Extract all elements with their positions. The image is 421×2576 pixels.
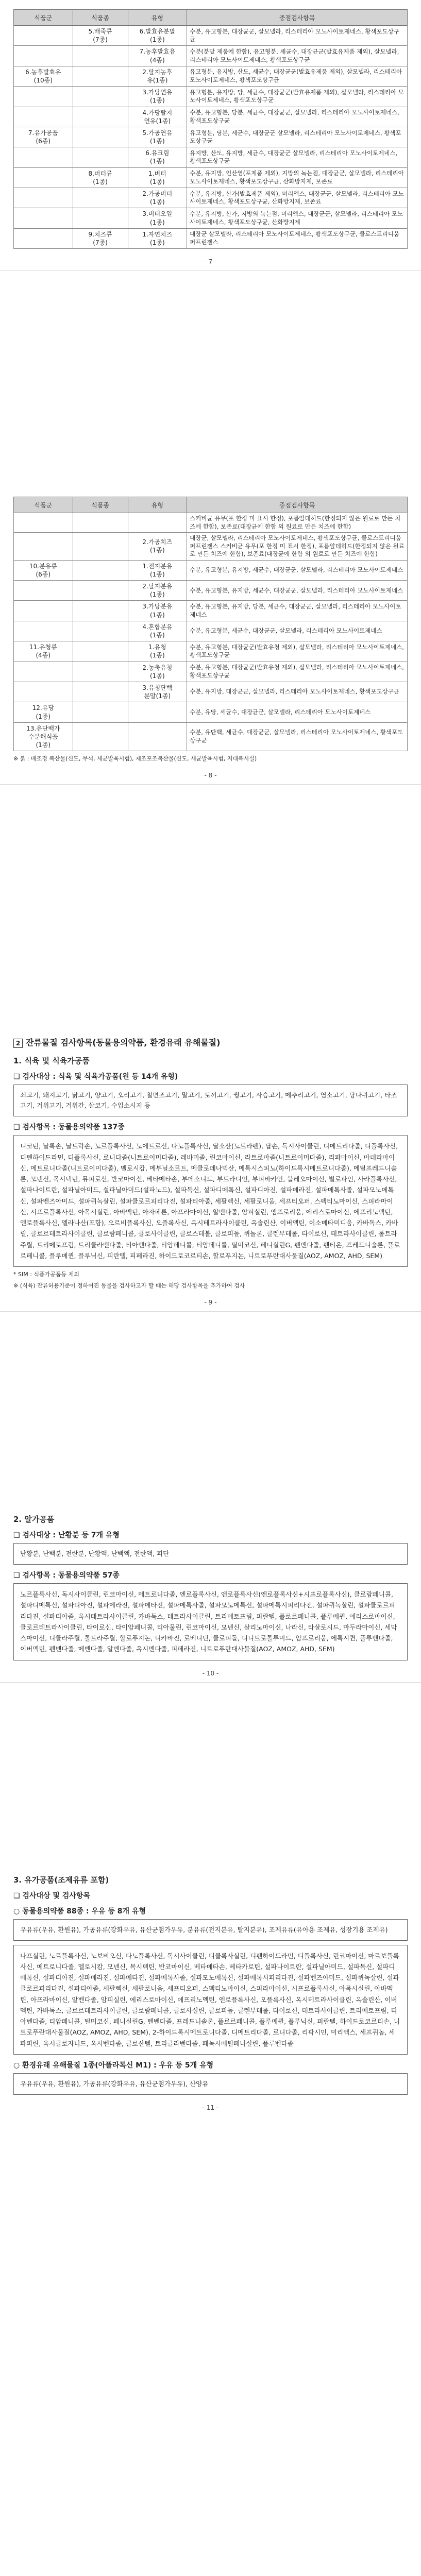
table-row bbox=[14, 641, 408, 662]
section-title-text: 잔류물질 검사항목(동물용의약품, 환경유래 유해물질) bbox=[26, 1038, 221, 1048]
page-number: - 11 - bbox=[202, 2104, 219, 2111]
species-cell bbox=[73, 722, 128, 751]
table-row bbox=[14, 107, 408, 127]
type-cell: 5.가공연유 (1종) bbox=[128, 127, 187, 147]
table-row bbox=[14, 188, 408, 208]
table-row bbox=[14, 66, 408, 86]
section-number: 2 bbox=[13, 1039, 23, 1048]
group-cell bbox=[14, 208, 73, 228]
table-row bbox=[14, 127, 408, 147]
table-row bbox=[14, 513, 408, 533]
group-cell: 10.분유류 (6종) bbox=[14, 560, 73, 580]
page-10 bbox=[0, 1497, 421, 1682]
items-cell: 수분, 유고형분, 대장균군(발효유청 제외), 살모넬라, 리스테리아 모노사이토제네스, 황색포도상구균 bbox=[187, 641, 408, 662]
table-row bbox=[14, 722, 408, 751]
group-cell: 12.유당 (1종) bbox=[14, 702, 73, 722]
items-cell: 수분, 유고형분, 세균수, 대장균군, 살모넬라, 리스테리아 모노사이토제네스 bbox=[187, 621, 408, 641]
sub-target-box: 우유류(우유, 환원유), 가공유류(강화우유, 유산균첨가우유, 분유류(전지분유, 탈지분유), 조제유류(유아용 조제유, 성장기용 조제유) bbox=[13, 1919, 408, 1941]
type-cell: 3.가당분유 (1종) bbox=[128, 601, 187, 621]
item-label: ❑ 검사항목 : 동물용의약품 137종 bbox=[13, 1123, 125, 1132]
group-cell bbox=[14, 533, 73, 561]
species-cell bbox=[73, 127, 128, 147]
header-items: 중점검사항목 bbox=[187, 10, 408, 26]
group-cell bbox=[14, 682, 73, 702]
type-cell: 4.가당탈지 연유(1종) bbox=[128, 107, 187, 127]
table-row bbox=[14, 208, 408, 228]
table-note: ※ 붉 : 배조정 복산물(신도, 무석, 세균발육시험), 제조포조복산물(신도, 세균발육시험, 지대복시설) bbox=[13, 755, 257, 762]
target-label: ❑ 검사대상 : 식육 및 식육가공품(원 등 14개 유형) bbox=[13, 1073, 178, 1081]
header-species: 식품종 bbox=[73, 10, 128, 26]
items-cell: 수분(분말 제품에 한함), 유고형분, 세균수, 대장균군(발효유제품 제외), 살모넬라, 리스테리아 모노사이토제네스, 황색포도상구균 bbox=[187, 46, 408, 66]
group-cell bbox=[14, 228, 73, 248]
table-row bbox=[14, 621, 408, 641]
type-cell: 7.농후발효유 (4종) bbox=[128, 46, 187, 66]
page-7 bbox=[0, 0, 421, 270]
table-row bbox=[14, 87, 408, 107]
table-row bbox=[14, 26, 408, 46]
species-cell bbox=[73, 46, 128, 66]
sim-note: * SIM : 식품가공품등 제외 bbox=[13, 1271, 79, 1278]
items-cell: 대장균, 살모넬라, 리스테리아 모노사이토제네스, 황색포도상구균, 클로스트리디움 퍼프린젠스 스커비균 유무(포 한정 미 표시 한정), 포름알데히드(한정되지 않은 원료로 만든 치즈에 한함), 보존료(대장균에 한함 외 원료로 만든 치즈에 한함) bbox=[187, 533, 408, 561]
items-cell: 수분, 유고형분, 유지방, 당분, 세균수, 대장균군, 살모넬라, 리스테리아 모노사이토제네스 bbox=[187, 601, 408, 621]
type-cell: 1.전지분유 (1종) bbox=[128, 560, 187, 580]
table-row bbox=[14, 581, 408, 601]
header-group: 식품군 bbox=[14, 497, 73, 513]
species-cell bbox=[73, 208, 128, 228]
group-cell bbox=[14, 513, 73, 533]
species-cell bbox=[73, 702, 128, 722]
type-cell bbox=[128, 513, 187, 533]
items-cell: 유고형분, 당분, 세균수, 대장균군 살모넬라, 리스테리아 모노사이토제네스, 황색포도상구균 bbox=[187, 127, 408, 147]
sub-label-2: ○ 환경유래 유해물질 1종(아플라톡신 M1) : 우유 등 5개 유형 bbox=[13, 2061, 214, 2070]
page-number: - 7 - bbox=[204, 258, 217, 266]
item-box: 니코틴, 날록손, 날트락손, 노르플록사신, 노에트로신, 다노플록사신, 달소산(노트라펜), 답손, 독시사이클린, 디메트리다졸, 디플록사신, 디펜하이드라민, 디플록사신, 로니다졸(니트로이미다졸), 레바미졸, 린코마이신, 라트로마졸(니트로이미다졸), 리파마이신, 마데라마이신, 메트로니다졸(니트로이미다졸), 멜로시캄, 메부닐소르트, 메클로페나믹산, 메톡시스피노(하이드록시메트로니다졸), 메틸프레드니솔론, 모넨신, 목시덱틴, 뮤피로신, 반코마이신, 베타메타손, 부데소니드, 부트라디인, 부피바카인, 블레오마이신, 빌로파인, 사라플록사신, 설파나이트란, 설파닐아미드, 설파닐아미드(설파노드), 설파독신, 설파디메톡신, 설파디아진, 설파메라진, 설파메톡사졸, 설파모노메톡신, 설파벤즈아미드, 설파퀴녹살린, 설파클로르피리다진, 설파티아졸, 세팔렉신, 세팔로니움, 세프티오퍼, 스펙티노마이신, 스피라마이신, 시프로플록사신, 아목시실린, 아바멕틴, 아자페론, 아프라마이신, 알벤다졸, 암피실린, 앰프로리움, 에리스로마이신, 에프리노멕틴, 엔로플록사신, 엘라나산(포함), 오르비플록사신, 오플록사신, 옥시테트라사이클린, 옥솔린산, 이버멕틴, 이소메타미디움, 카바독스, 카바릴, 클로르테트라사이클린, 클로람페니콜, 클로사이클린, 클로스테볼, 클로피돌, 퀴놀론, 클렌부테롤, 타이로신, 테트라사이클린, 톨트라주릴, 트리메토프림, 트리클라벤다졸, 티아벤다졸, 티암페니콜, 티암페니콜, 틸미코신, 페니실린G, 펜벤다졸, 펜티온, 프레드니솔론, 플로르페니콜, 플루메퀸, 플루닉신, 피란텔, 피페라진, 하이드로코르티손, 할로푸지논, 니트로푸란대사물질(AOZ, AMOZ, AHD, SEM) bbox=[13, 1135, 408, 1267]
species-cell bbox=[73, 87, 128, 107]
type-cell: 6.유크림 (1종) bbox=[128, 147, 187, 167]
items-cell: 수분, 유지방, 대장균군, 살모넬라, 리스테리아 모노사이토제네스, 황색포도상구균 bbox=[187, 682, 408, 702]
group-cell bbox=[14, 188, 73, 208]
item-box: 나프실린, 노르플록사신, 노보비오신, 다노플록사신, 독시사이클린, 디클록사실린, 디펜하이드라민, 디플록사신, 린코마이신, 마르보플록사신, 메트로니다졸, 멜로시캄, 모넨신, 목시덱틴, 반코마이신, 베타메타손, 베타카로틴, 설파나이트란, 설파닐아미드, 설파독신, 설파디메톡신, 설파디아진, 설파메라진, 설파메타진, 설파메톡사졸, 설파모노메톡신, 설파메톡시피리다진, 설파벤즈아미드, 설파퀴녹살린, 설파클로르피리다진, 설파티아졸, 세팔렉신, 세팔로니움, 세프티오퍼, 스펙티노마이신, 스피라마이신, 시프로플록사신, 아목시실린, 아바멕틴, 아프라마이신, 알벤다졸, 암피실린, 에리스로마이신, 에프리노멕틴, 엔로플록사신, 오플록사신, 옥시테트라사이클린, 옥솔린산, 이버멕틴, 카바독스, 클로르테트라사이클린, 클로람페니콜, 클로사실린, 클로피돌, 클렌부테롤, 타이로신, 테트라사이클린, 트리메토프림, 티아벤다졸, 티암페니콜, 틸미코신, 페니실린G, 펜벤다졸, 프레드니솔론, 플로르페니콜, 플루메퀸, 플루닉신, 피란텔, 하이드로코르티손, 니트로푸란대사물질(AOZ, AMOZ, AHD, SEM), 2-하이드록시메트로니다졸, 디메트리다졸, 로니다졸, 리팍시민, 미리엑스, 세프퀴놈, 세파피린, 옥시클로자니드, 옥시벤다졸, 클로산텔, 트리클라벤다졸, 페녹시메틸페니실린, 플루벤다졸 bbox=[13, 1945, 408, 2055]
species-cell: 9.치즈류 (7종) bbox=[73, 228, 128, 248]
group-cell bbox=[14, 26, 73, 46]
type-cell: 2.탈지분유 (1종) bbox=[128, 581, 187, 601]
items-cell: 유고형분, 유지방, 당, 세균수, 대장균군(발효유제품 제외), 살모넬라, 리스테리아 모노사이토제네스, 황색포도상구균 bbox=[187, 87, 408, 107]
type-cell: 1.자연치즈 (1종) bbox=[128, 228, 187, 248]
items-cell: 대장균 살모넬라, 리스테리아 모노사이토제네스, 황색포도상구균, 클로스트리디움 퍼프린젠스 bbox=[187, 228, 408, 248]
header-group: 식품군 bbox=[14, 10, 73, 26]
page-9 bbox=[0, 1022, 421, 1311]
group-cell bbox=[14, 601, 73, 621]
sub-target-box-2: 우유류(우유, 환원유), 가공유류(강화우유, 유산균첨가우유), 산양유 bbox=[13, 2073, 408, 2095]
type-cell: 2.농축유청 (1종) bbox=[128, 662, 187, 682]
target-label: ❑ 검사대상 : 난황분 등 7개 유형 bbox=[13, 1531, 120, 1540]
type-cell: 3.가당연유 (1종) bbox=[128, 87, 187, 107]
species-cell bbox=[73, 601, 128, 621]
table-row bbox=[14, 46, 408, 66]
group-cell: 13.유단백가 수분해식품 (1종) bbox=[14, 722, 73, 751]
species-cell bbox=[73, 188, 128, 208]
group-cell bbox=[14, 662, 73, 682]
items-cell: 수분, 유지방, 산가(발효제품 제외), 미리엑스, 대장균군, 살모넬라, 리스테리아 모노사이토제네스, 황색포도상구균, 산화방지제, 보존료 bbox=[187, 188, 408, 208]
inspection-table-2 bbox=[13, 497, 408, 751]
group-cell bbox=[14, 87, 73, 107]
item-box: 노르플록사신, 독시사이클린, 린코마이신, 메트로니다졸, 엔로플록사신, 엔로플록사신(엔로플록사신+시프로플록사신), 클로람페니콜, 설파디메톡신, 설파디아진, 설파메라진, 설파메타진, 설파메톡사졸, 설파모노메톡신, 설파메톡시피리다진, 설파퀴녹살린, 설파클로르피리다진, 설파티아졸, 옥시테트라사이클린, 카바독스, 테트라사이클린, 트리메토프림, 피란텔, 플로르페니콜, 플루메퀸, 에리스로마이신, 클로르테트라사이클린, 타이로신, 타이암페니콜, 티아물린, 린코마이신, 모넨신, 살리노마이신, 나라신, 라살로시드, 마두라마이신, 세막스마이신, 디클라주릴, 톨트라주릴, 할로푸지논, 니카바진, 로베니딘, 클로피돌, 디니트로톨루미드, 암프로리움, 에톡시퀸, 플루벤다졸, 이버멕틴, 펜벤다졸, 메벤다졸, 알벤다졸, 옥시벤다졸, 피페라진, 니트로푸란대사물질(AOZ, AMOZ, AHD, SEM) bbox=[13, 1583, 408, 1660]
table-row bbox=[14, 167, 408, 188]
species-cell bbox=[73, 66, 128, 86]
items-cell: 유지방, 산도, 유지방, 세균수, 대장균군 살모넬라, 리스테리아 모노사이토제네스, 황색포도상구균 bbox=[187, 147, 408, 167]
table-row bbox=[14, 228, 408, 248]
subsection-title: 3. 유가공품(조제유류 포함) bbox=[13, 1875, 109, 1885]
species-cell: 5.배죽류 (7종) bbox=[73, 26, 128, 46]
items-cell: 수분, 유지방, 인산염(포제품 제외), 지방의 녹는점, 대장균군, 살모넬라, 리스테리아 모노사이토제네스, 황색포도상구균, 산화방지제, 보존료 bbox=[187, 167, 408, 188]
table-row bbox=[14, 560, 408, 580]
item-label: ❑ 검사항목 : 동물용의약품 57종 bbox=[13, 1571, 120, 1580]
target-label: ❑ 검사대상 및 검사항목 bbox=[13, 1891, 90, 1900]
type-cell: 3.유청단백 분말(1종) bbox=[128, 682, 187, 702]
species-cell bbox=[73, 581, 128, 601]
species-cell bbox=[73, 560, 128, 580]
group-cell: 7.유가공품 (6종) bbox=[14, 127, 73, 147]
type-cell bbox=[128, 702, 187, 722]
table-row bbox=[14, 682, 408, 702]
type-cell: 6.발효유분말 (1종) bbox=[128, 26, 187, 46]
table-row bbox=[14, 601, 408, 621]
species-cell bbox=[73, 513, 128, 533]
group-cell bbox=[14, 621, 73, 641]
type-cell bbox=[128, 722, 187, 751]
species-cell bbox=[73, 621, 128, 641]
group-cell bbox=[14, 46, 73, 66]
table-row bbox=[14, 662, 408, 682]
group-cell bbox=[14, 167, 73, 188]
items-cell: 수분, 유고형분, 대장균군, 살모넬라, 리스테리아 모노사이토제네스, 황색포도상구균 bbox=[187, 26, 408, 46]
type-cell: 1.버터 (1종) bbox=[128, 167, 187, 188]
group-cell bbox=[14, 107, 73, 127]
page-number: - 10 - bbox=[202, 1669, 219, 1677]
table-row bbox=[14, 533, 408, 561]
header-type: 유형 bbox=[128, 10, 187, 26]
items-cell: 수분, 유단백, 세균수, 대장균군, 살모넬라, 리스테리아 모노사이토제네스, 황색포도상구균 bbox=[187, 722, 408, 751]
species-cell bbox=[73, 682, 128, 702]
ref-note: ※ (식육) 잔류허용기준이 정하여진 동물을 검사하고자 할 때는 해당 검사항목을 추가하여 검사 bbox=[13, 1282, 245, 1290]
items-cell: 수분, 유당, 세균수, 대장균군, 살모넬라, 리스테리아 모노사이토제네스 bbox=[187, 702, 408, 722]
items-cell: 수분, 유지방, 산가, 지방의 녹는점, 미리엑스, 대장균군, 살모넬라, 리스테리아 모노사이토제네스, 황색포도상구균, 산화방지제 bbox=[187, 208, 408, 228]
type-cell: 1.유청 (1종) bbox=[128, 641, 187, 662]
type-cell: 2.탈지농후 유(1종) bbox=[128, 66, 187, 86]
items-cell: 수분, 유고형분, 대장균군(발효유청 제외), 살모넬라, 리스테리아 모노사이토제네스, 황색포도상구균 bbox=[187, 662, 408, 682]
group-cell bbox=[14, 147, 73, 167]
items-cell: 수분, 유고형분, 유지방, 세균수, 대장균군, 살모넬라, 리스테리아 모노사이토제네스 bbox=[187, 581, 408, 601]
items-cell: 유고형분, 유지방, 산도, 세균수, 대장균군(발효유제품 제외), 살모넬라, 리스테리아 모노사이토제네스, 황색포도상구균 bbox=[187, 66, 408, 86]
header-type: 유형 bbox=[128, 497, 187, 513]
type-cell: 3.버터오일 (1종) bbox=[128, 208, 187, 228]
sub-label: ○ 동물용의약품 88종 : 우유 등 8개 유형 bbox=[13, 1907, 146, 1916]
target-box: 쇠고기, 돼지고기, 닭고기, 양고기, 오리고기, 칠면조고기, 말고기, 토끼고기, 꿩고기, 사슴고기, 메추리고기, 염소고기, 당나귀고기, 타조고기, 거위고기, 거위간, 살코기, 수입소시지 등 bbox=[13, 1084, 408, 1116]
species-cell: 8.버터류 (1종) bbox=[73, 167, 128, 188]
species-cell bbox=[73, 107, 128, 127]
table-row bbox=[14, 147, 408, 167]
header-items: 중점검사항목 bbox=[187, 497, 408, 513]
species-cell bbox=[73, 147, 128, 167]
group-cell: 11.유청류 (4종) bbox=[14, 641, 73, 662]
header-species: 식품종 bbox=[73, 497, 128, 513]
species-cell bbox=[73, 533, 128, 561]
page-11 bbox=[0, 1858, 421, 2116]
page-8 bbox=[0, 487, 421, 784]
page-number: - 8 - bbox=[204, 772, 217, 779]
inspection-table-1 bbox=[13, 9, 408, 249]
items-cell: 스커비균 유무(포 한정 미 표시 한정), 포름알데히드(한정되지 않은 원료로 만든 치즈에 한함), 보존료(대장균에 한함 외 원료로 만든 치즈에 한함) bbox=[187, 513, 408, 533]
table-row bbox=[14, 702, 408, 722]
items-cell: 수분, 유고형분, 유지방, 세균수, 대장균군, 살모넬라, 리스테리아 모노사이토제네스 bbox=[187, 560, 408, 580]
subsection-title: 1. 식육 및 식육가공품 bbox=[13, 1056, 90, 1066]
page-number: - 9 - bbox=[204, 1299, 217, 1307]
type-cell: 2.가공버터 (1종) bbox=[128, 188, 187, 208]
type-cell: 4.혼합분유 (1종) bbox=[128, 621, 187, 641]
section-title bbox=[13, 1036, 408, 1048]
items-cell: 수분, 유고형분, 당분, 세균수, 대장균군, 살모넬라, 리스테리아 모노사이토제네스, 황색포도상구균 bbox=[187, 107, 408, 127]
type-cell: 2.가공치즈 (1종) bbox=[128, 533, 187, 561]
subsection-title: 2. 알가공품 bbox=[13, 1515, 55, 1524]
group-cell: 6.농후발효유 (10종) bbox=[14, 66, 73, 86]
group-cell bbox=[14, 581, 73, 601]
species-cell bbox=[73, 662, 128, 682]
target-box: 난황분, 난백분, 전란분, 난황액, 난백액, 전란액, 피단 bbox=[13, 1543, 408, 1565]
species-cell bbox=[73, 641, 128, 662]
